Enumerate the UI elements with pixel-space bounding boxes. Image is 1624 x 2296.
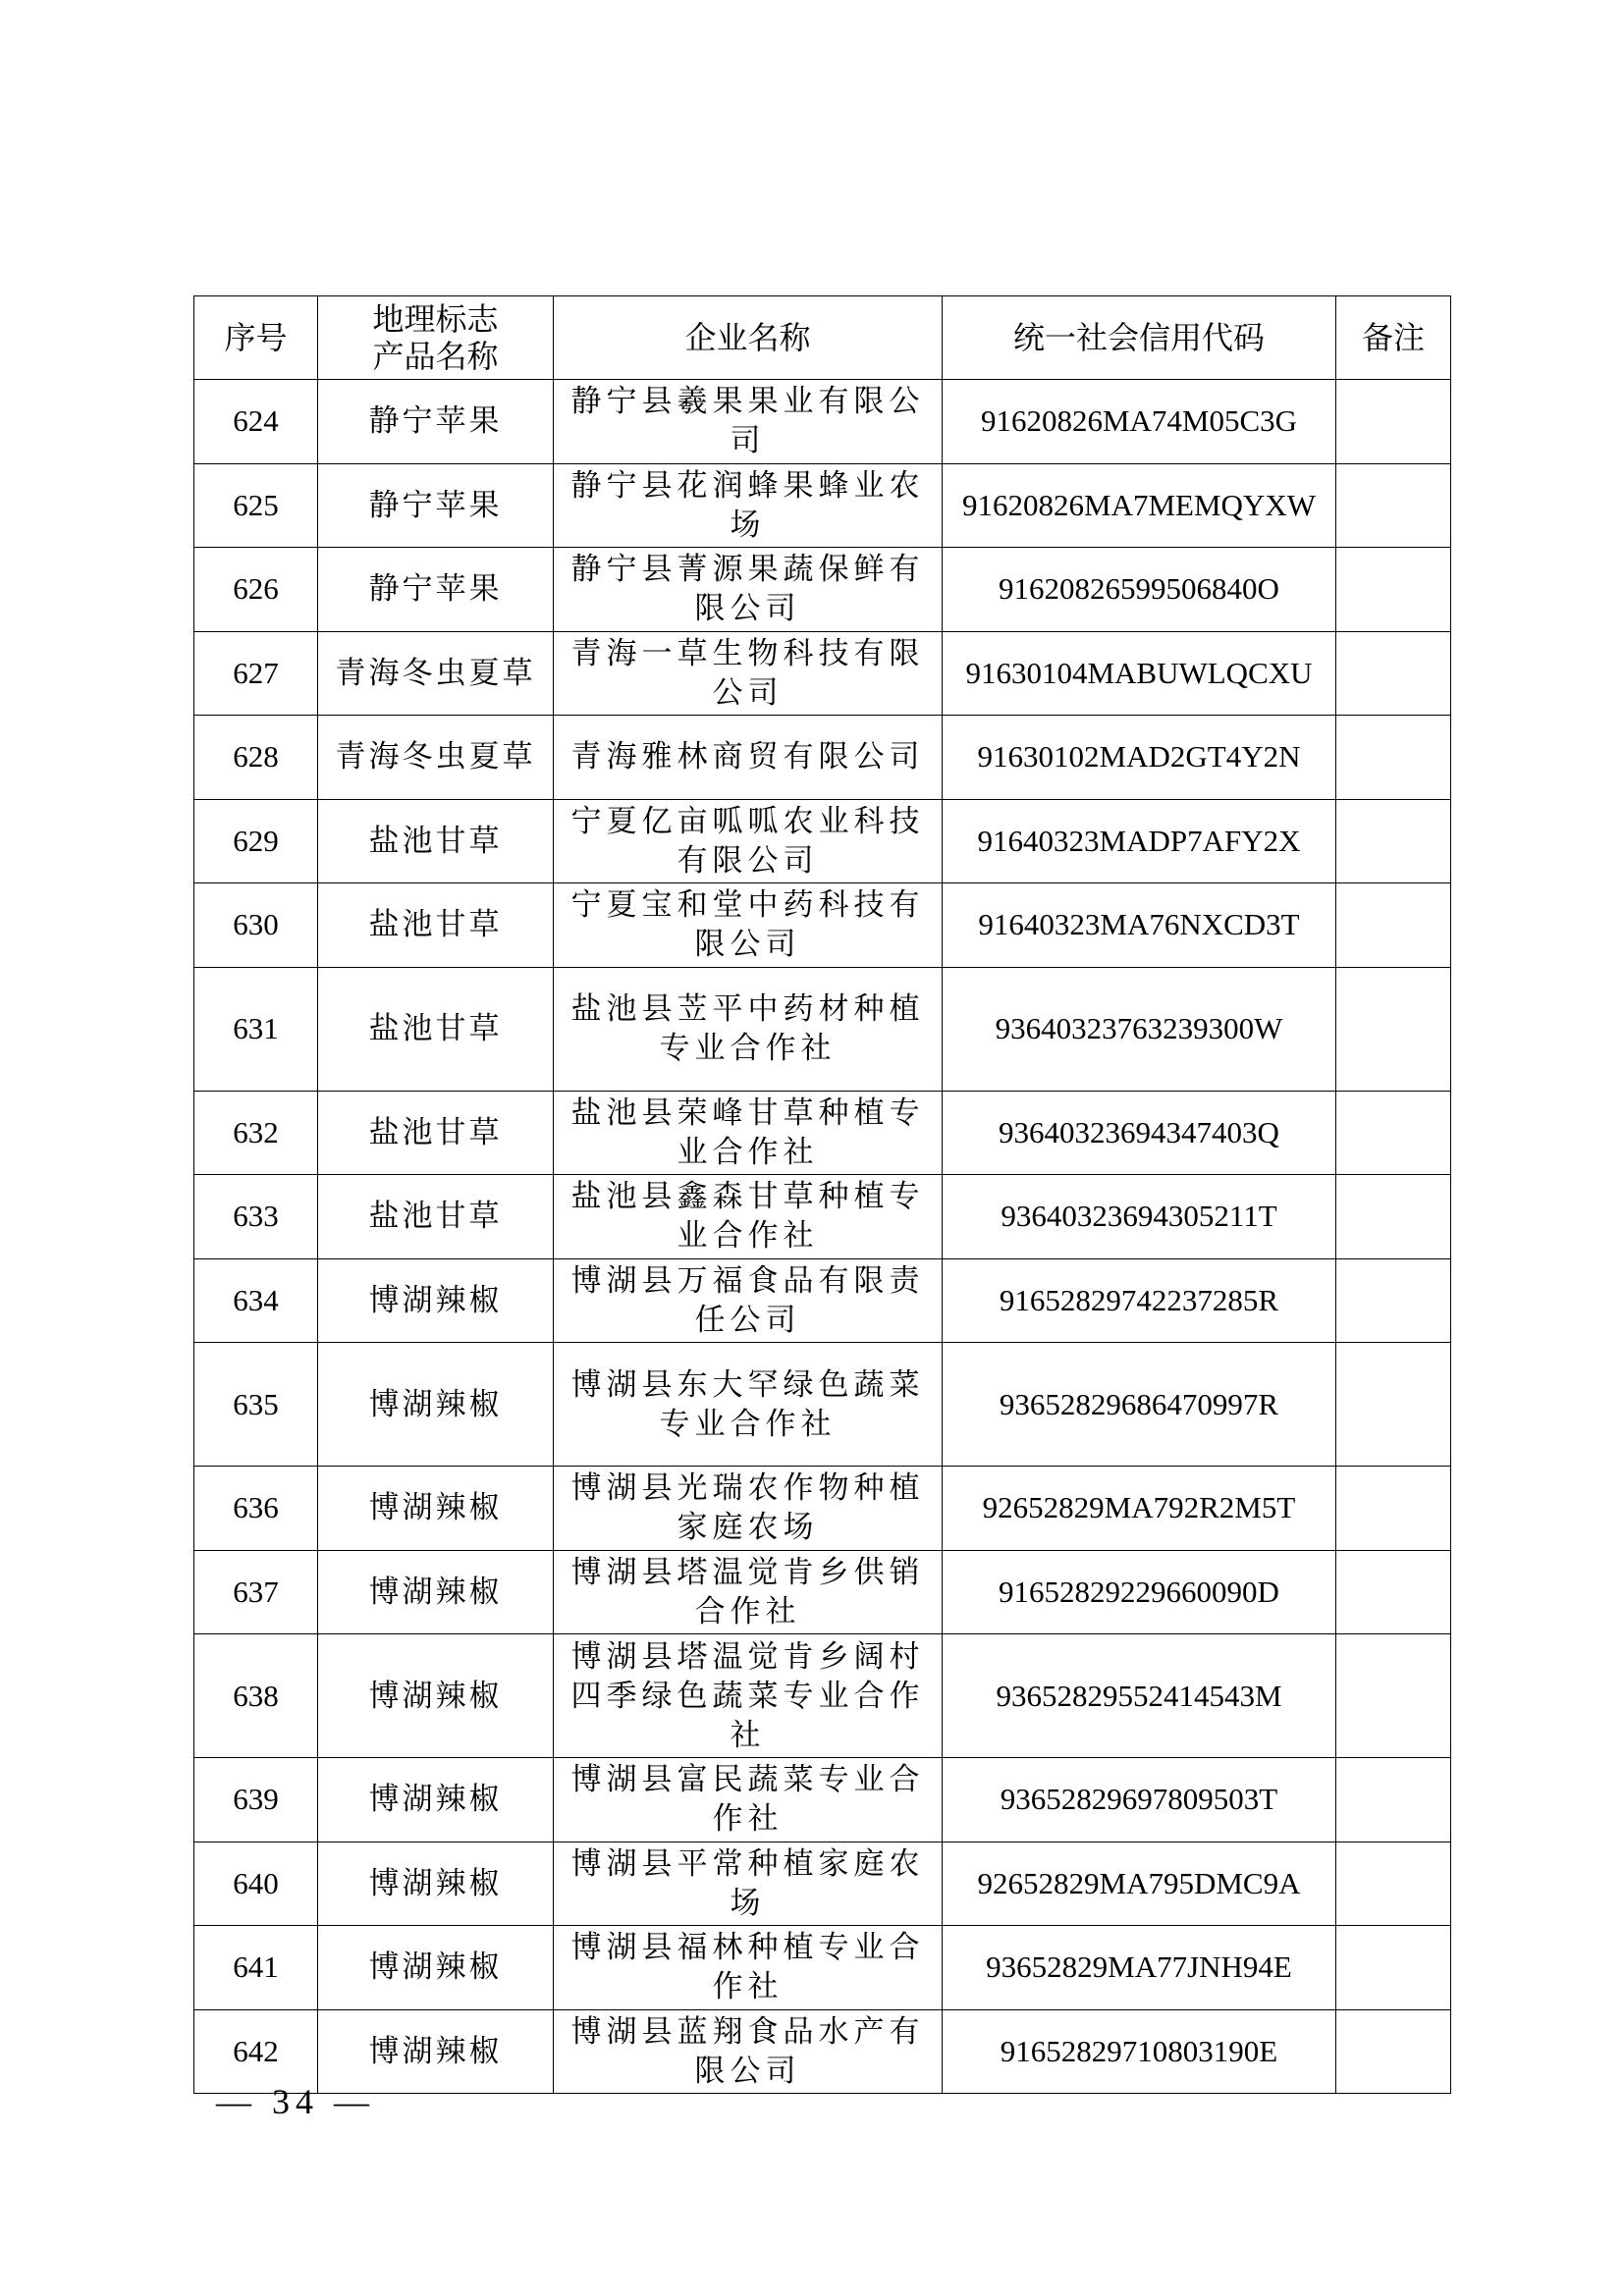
- table-row: [194, 1842, 1451, 1926]
- cell-product: 博湖辣椒: [318, 1550, 554, 1634]
- cell-enterprise: 静宁县羲果果业有限公司: [554, 380, 943, 464]
- cell-product: 博湖辣椒: [318, 1634, 554, 1758]
- cell-product: 静宁苹果: [318, 380, 554, 464]
- cell-remark: [1336, 967, 1451, 1091]
- cell-remark: [1336, 799, 1451, 883]
- cell-enterprise: 青海一草生物科技有限公司: [554, 631, 943, 716]
- cell-credit-code: 91640323MA76NXCD3T: [943, 883, 1336, 968]
- cell-enterprise: 博湖县塔温觉肯乡供销合作社: [554, 1550, 943, 1634]
- cell-credit-code: 91620826599506840O: [943, 548, 1336, 632]
- header-product: 地理标志产品名称: [318, 296, 554, 380]
- table-row: [194, 1343, 1451, 1467]
- cell-remark: [1336, 1634, 1451, 1758]
- header-credit-code: 统一社会信用代码: [943, 296, 1336, 380]
- cell-seq: 631: [194, 967, 318, 1091]
- cell-enterprise: 盐池县苙平中药材种植专业合作社: [554, 967, 943, 1091]
- cell-seq: 638: [194, 1634, 318, 1758]
- cell-seq: 642: [194, 2009, 318, 2094]
- cell-credit-code: 91652829742237285R: [943, 1258, 1336, 1343]
- table-row: [194, 1091, 1451, 1175]
- cell-product: 博湖辣椒: [318, 1467, 554, 1551]
- table-row: [194, 716, 1451, 800]
- cell-remark: [1336, 1175, 1451, 1259]
- header-enterprise: 企业名称: [554, 296, 943, 380]
- cell-seq: 635: [194, 1343, 318, 1467]
- cell-credit-code: 93652829MA77JNH94E: [943, 1926, 1336, 2010]
- cell-seq: 624: [194, 380, 318, 464]
- table-row: [194, 1758, 1451, 1842]
- cell-remark: [1336, 631, 1451, 716]
- cell-enterprise: 青海雅林商贸有限公司: [554, 716, 943, 800]
- page-number: — 34 —: [216, 2082, 375, 2121]
- cell-credit-code: 91620826MA7MEMQYXW: [943, 463, 1336, 548]
- table-row: [194, 2009, 1451, 2094]
- table-row: [194, 1258, 1451, 1343]
- cell-remark: [1336, 1550, 1451, 1634]
- cell-enterprise: 宁夏宝和堂中药科技有限公司: [554, 883, 943, 968]
- cell-enterprise: 博湖县蓝翔食品水产有限公司: [554, 2009, 943, 2094]
- header-remark: 备注: [1336, 296, 1451, 380]
- cell-product: 博湖辣椒: [318, 1926, 554, 2010]
- cell-product: 博湖辣椒: [318, 1842, 554, 1926]
- cell-seq: 627: [194, 631, 318, 716]
- cell-credit-code: 93640323763239300W: [943, 967, 1336, 1091]
- cell-seq: 625: [194, 463, 318, 548]
- table-row: [194, 548, 1451, 632]
- cell-remark: [1336, 1926, 1451, 2010]
- cell-enterprise: 静宁县花润蜂果蜂业农场: [554, 463, 943, 548]
- cell-credit-code: 91630102MAD2GT4Y2N: [943, 716, 1336, 800]
- cell-credit-code: 93640323694305211T: [943, 1175, 1336, 1259]
- cell-product: 盐池甘草: [318, 799, 554, 883]
- cell-product: 盐池甘草: [318, 1175, 554, 1259]
- table-row: [194, 1550, 1451, 1634]
- table-row: [194, 799, 1451, 883]
- cell-seq: 628: [194, 716, 318, 800]
- table-row: [194, 1634, 1451, 1758]
- cell-enterprise: 博湖县万福食品有限责任公司: [554, 1258, 943, 1343]
- cell-seq: 632: [194, 1091, 318, 1175]
- cell-remark: [1336, 1758, 1451, 1842]
- table-row: [194, 883, 1451, 968]
- cell-enterprise: 盐池县荣峰甘草种植专业合作社: [554, 1091, 943, 1175]
- cell-seq: 639: [194, 1758, 318, 1842]
- cell-seq: 630: [194, 883, 318, 968]
- cell-seq: 634: [194, 1258, 318, 1343]
- cell-seq: 636: [194, 1467, 318, 1551]
- cell-remark: [1336, 883, 1451, 968]
- cell-enterprise: 博湖县东大罕绿色蔬菜专业合作社: [554, 1343, 943, 1467]
- cell-credit-code: 93640323694347403Q: [943, 1091, 1336, 1175]
- table-row: [194, 1467, 1451, 1551]
- cell-seq: 626: [194, 548, 318, 632]
- cell-enterprise: 博湖县福林种植专业合作社: [554, 1926, 943, 2010]
- table-row: [194, 463, 1451, 548]
- cell-credit-code: 91640323MADP7AFY2X: [943, 799, 1336, 883]
- cell-seq: 633: [194, 1175, 318, 1259]
- cell-remark: [1336, 548, 1451, 632]
- cell-credit-code: 91652829229660090D: [943, 1550, 1336, 1634]
- cell-enterprise: 宁夏亿亩呱呱农业科技有限公司: [554, 799, 943, 883]
- cell-credit-code: 92652829MA795DMC9A: [943, 1842, 1336, 1926]
- cell-product: 青海冬虫夏草: [318, 631, 554, 716]
- cell-remark: [1336, 1258, 1451, 1343]
- cell-credit-code: 91652829710803190E: [943, 2009, 1336, 2094]
- cell-credit-code: 91620826MA74M05C3G: [943, 380, 1336, 464]
- cell-seq: 637: [194, 1550, 318, 1634]
- cell-remark: [1336, 1842, 1451, 1926]
- table-row: [194, 380, 1451, 464]
- cell-enterprise: 博湖县光瑞农作物种植家庭农场: [554, 1467, 943, 1551]
- cell-enterprise: 博湖县塔温觉肯乡阔村四季绿色蔬菜专业合作社: [554, 1634, 943, 1758]
- table-header-row: [194, 296, 1451, 380]
- cell-product: 博湖辣椒: [318, 2009, 554, 2094]
- cell-remark: [1336, 380, 1451, 464]
- cell-credit-code: 91630104MABUWLQCXU: [943, 631, 1336, 716]
- cell-remark: [1336, 1467, 1451, 1551]
- table-body: [194, 380, 1451, 2094]
- cell-remark: [1336, 463, 1451, 548]
- table-row: [194, 967, 1451, 1091]
- cell-product: 盐池甘草: [318, 883, 554, 968]
- cell-product: 盐池甘草: [318, 1091, 554, 1175]
- cell-credit-code: 93652829697809503T: [943, 1758, 1336, 1842]
- table-row: [194, 631, 1451, 716]
- cell-seq: 629: [194, 799, 318, 883]
- header-seq: 序号: [194, 296, 318, 380]
- enterprise-table: [193, 295, 1451, 2094]
- cell-enterprise: 静宁县菁源果蔬保鲜有限公司: [554, 548, 943, 632]
- cell-remark: [1336, 1091, 1451, 1175]
- cell-product: 静宁苹果: [318, 548, 554, 632]
- cell-product: 盐池甘草: [318, 967, 554, 1091]
- cell-product: 静宁苹果: [318, 463, 554, 548]
- cell-credit-code: 92652829MA792R2M5T: [943, 1467, 1336, 1551]
- cell-product: 青海冬虫夏草: [318, 716, 554, 800]
- cell-remark: [1336, 2009, 1451, 2094]
- cell-credit-code: 93652829552414543M: [943, 1634, 1336, 1758]
- cell-seq: 640: [194, 1842, 318, 1926]
- cell-seq: 641: [194, 1926, 318, 2010]
- cell-enterprise: 博湖县平常种植家庭农场: [554, 1842, 943, 1926]
- table-row: [194, 1175, 1451, 1259]
- cell-product: 博湖辣椒: [318, 1758, 554, 1842]
- cell-remark: [1336, 716, 1451, 800]
- cell-product: 博湖辣椒: [318, 1258, 554, 1343]
- cell-credit-code: 93652829686470997R: [943, 1343, 1336, 1467]
- table-row: [194, 1926, 1451, 2010]
- cell-product: 博湖辣椒: [318, 1343, 554, 1467]
- cell-enterprise: 博湖县富民蔬菜专业合作社: [554, 1758, 943, 1842]
- cell-enterprise: 盐池县鑫森甘草种植专业合作社: [554, 1175, 943, 1259]
- cell-remark: [1336, 1343, 1451, 1467]
